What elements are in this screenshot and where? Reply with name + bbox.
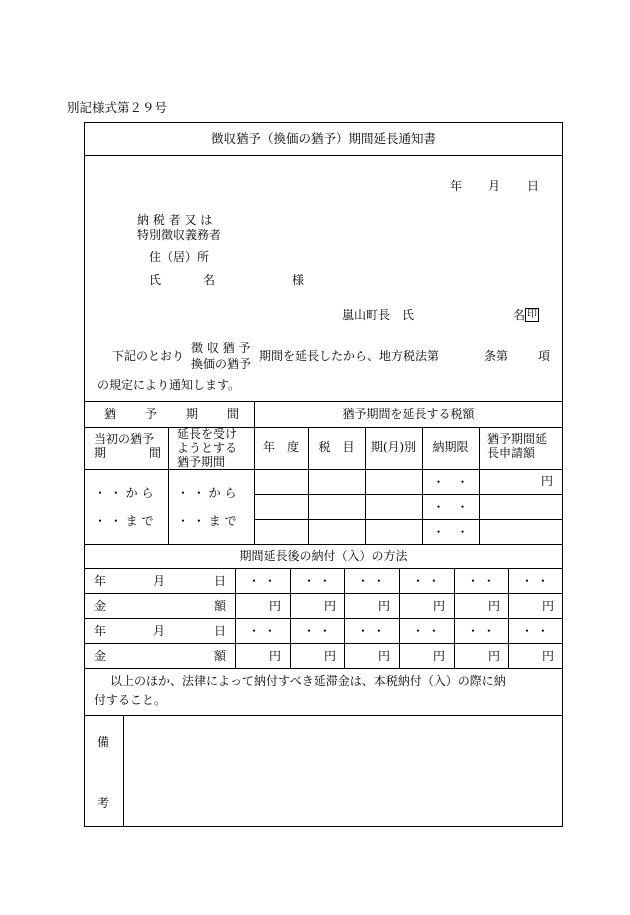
- pay-date-dots: ・ ・: [467, 574, 495, 588]
- note-line1: 以上のほか、法律によって納付すべき延滞金は、本税納付（入）の際に納: [110, 674, 506, 688]
- row2-amount-a: 金: [94, 599, 107, 613]
- amount-yen: 円: [541, 474, 554, 488]
- taxpayer-label: 納 税 者 又 は: [137, 213, 213, 227]
- divider: [168, 427, 169, 544]
- divider: [344, 568, 345, 668]
- extend-from: ・ ・ か ら: [177, 486, 237, 500]
- pay-amount-yen: 円: [269, 649, 282, 663]
- row1-month: 月: [153, 574, 166, 588]
- pay-date-dots: ・ ・: [357, 574, 385, 588]
- divider: [84, 155, 563, 156]
- pay-amount-yen: 円: [378, 599, 391, 613]
- body-article: 条第: [484, 349, 509, 363]
- row1-year: 年: [94, 574, 107, 588]
- divider: [508, 568, 509, 668]
- header-tax: 猶予期間を延長する税額: [342, 407, 475, 421]
- date-month-label: 月: [488, 179, 501, 193]
- divider: [454, 568, 455, 668]
- divider: [254, 494, 563, 495]
- col-initial-line2b: 間: [149, 446, 162, 460]
- pay-date-dots: ・ ・: [521, 574, 549, 588]
- pay-amount-yen: 円: [378, 649, 391, 663]
- note-line2: 付すること。: [94, 693, 167, 707]
- header-period-3: 期: [186, 407, 199, 421]
- due-date-dots-3: ・ ・: [432, 525, 469, 539]
- remarks-char-1: 備: [97, 735, 110, 749]
- body-option-defer: 徴 収 猶 予: [191, 341, 251, 355]
- row4-amount-a: 金: [94, 649, 107, 663]
- col-amount-line2: 長申請額: [487, 446, 536, 460]
- divider: [84, 593, 563, 594]
- remarks-char-2: 考: [97, 796, 110, 810]
- honorific: 様: [292, 273, 305, 287]
- divider: [84, 643, 563, 644]
- pay-date-dots: ・ ・: [521, 624, 549, 638]
- divider: [84, 618, 563, 619]
- divider: [254, 401, 255, 544]
- pay-amount-yen: 円: [488, 649, 501, 663]
- body-line2: の規定により通知します。: [97, 378, 241, 392]
- pay-amount-yen: 円: [324, 649, 337, 663]
- divider: [399, 568, 400, 668]
- header-period-4: 間: [227, 407, 240, 421]
- initial-from: ・ ・ か ら: [94, 486, 154, 500]
- header-period-2: 予: [145, 407, 158, 421]
- pay-amount-yen: 円: [542, 599, 555, 613]
- pay-amount-yen: 円: [542, 649, 555, 663]
- col-period: 期(月)別: [370, 440, 417, 454]
- row3-year: 年: [94, 624, 107, 638]
- divider: [84, 401, 563, 402]
- form-number: 別記様式第２９号: [67, 100, 168, 115]
- issuer-title: 嵐山町長 氏: [342, 308, 415, 322]
- pay-date-dots: ・ ・: [357, 624, 385, 638]
- special-collector-label: 特別徴収義務者: [137, 228, 222, 242]
- name-label-2: 名: [203, 273, 216, 287]
- pay-amount-yen: 円: [324, 599, 337, 613]
- divider: [290, 568, 291, 668]
- pay-date-dots: ・ ・: [412, 574, 440, 588]
- due-date-dots-1: ・ ・: [432, 475, 469, 489]
- divider: [84, 715, 563, 716]
- row3-day: 日: [214, 624, 227, 638]
- extend-to: ・ ・ ま で: [177, 514, 237, 528]
- row1-day: 日: [214, 574, 227, 588]
- pay-date-dots: ・ ・: [248, 574, 276, 588]
- address-label: 住（居）所: [149, 250, 210, 264]
- col-initial-line1: 当初の猶予: [94, 432, 155, 446]
- issuer-name-label: 名: [513, 308, 526, 322]
- name-label-1: 氏: [149, 273, 162, 287]
- due-date-dots-2: ・ ・: [432, 500, 469, 514]
- divider: [84, 568, 563, 569]
- divider: [84, 668, 563, 669]
- seal-mark: 印: [527, 309, 537, 320]
- initial-to: ・ ・ ま で: [94, 514, 154, 528]
- body-option-exchange: 換価の猶予: [191, 357, 252, 371]
- divider: [84, 544, 563, 545]
- divider: [254, 519, 563, 520]
- col-due-date: 納期限: [432, 440, 469, 454]
- pay-amount-yen: 円: [433, 599, 446, 613]
- divider: [123, 715, 124, 827]
- col-initial-line2a: 期: [94, 446, 107, 460]
- pay-date-dots: ・ ・: [412, 624, 440, 638]
- col-tax-item: 税 目: [318, 440, 355, 454]
- body-paragraph: 項: [538, 349, 551, 363]
- form-title: 徴収猶予（換価の猶予）期間延長通知書: [210, 131, 436, 146]
- divider: [84, 469, 563, 470]
- pay-date-dots: ・ ・: [303, 574, 331, 588]
- pay-date-dots: ・ ・: [248, 624, 276, 638]
- pay-date-dots: ・ ・: [303, 624, 331, 638]
- col-amount-line1: 猶予期間延: [487, 432, 548, 446]
- date-year-label: 年: [450, 179, 463, 193]
- divider: [254, 427, 563, 428]
- pay-amount-yen: 円: [488, 599, 501, 613]
- col-fiscal-year: 年 度: [262, 440, 299, 454]
- header-period-1: 猶: [104, 407, 117, 421]
- col-extend-line2: ようとする: [177, 441, 238, 455]
- pay-amount-yen: 円: [433, 649, 446, 663]
- body-suffix: 期間を延長したから、地方税法第: [259, 349, 440, 363]
- body-prefix: 下記のとおり: [112, 349, 185, 363]
- row4-amount-b: 額: [214, 649, 227, 663]
- divider: [479, 427, 480, 544]
- divider: [235, 568, 236, 668]
- pay-amount-yen: 円: [269, 599, 282, 613]
- col-extend-line3: 猶予期間: [177, 455, 226, 469]
- row3-month: 月: [153, 624, 166, 638]
- row2-amount-b: 額: [214, 599, 227, 613]
- date-day-label: 日: [527, 179, 540, 193]
- payment-title: 期間延長後の納付（入）の方法: [239, 549, 408, 563]
- pay-date-dots: ・ ・: [467, 624, 495, 638]
- col-extend-line1: 延長を受け: [177, 427, 238, 441]
